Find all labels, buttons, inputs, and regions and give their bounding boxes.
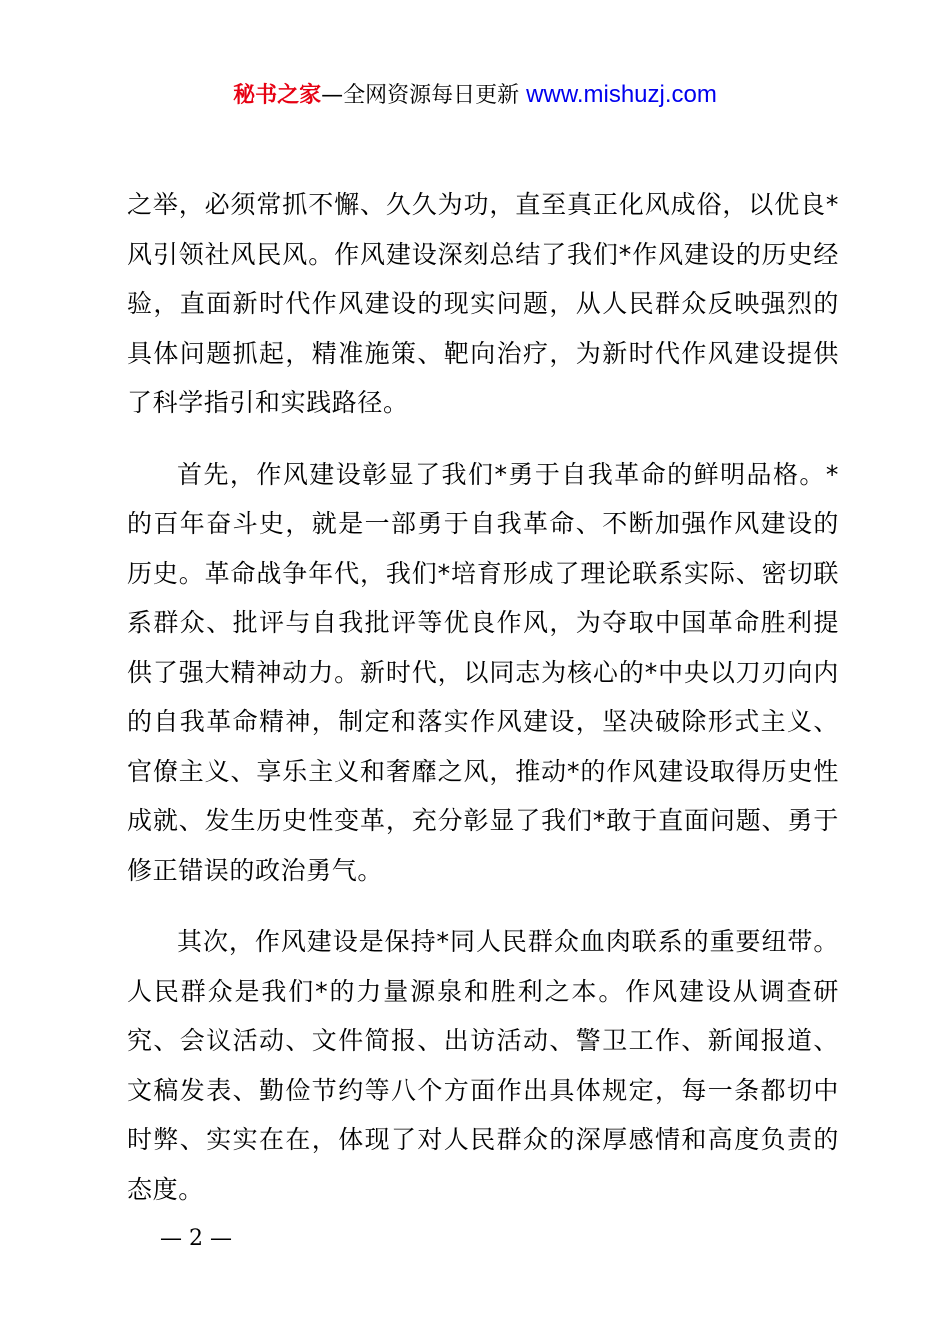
paragraph-second-point: 其次，作风建设是保持*同人民群众血肉联系的重要纽带。人民群众是我们*的力量源泉和胜利之本。作风建设从调查研究、会议活动、文件简报、出访活动、警卫工作、新闻报道、文稿发表、勤俭节约等八个方面作出具体规定，每一条都切中时弊、实实在在，体现了对人民群众的深厚感情和高度负责的态度。 <box>127 927 839 1204</box>
document-body <box>127 180 839 1214</box>
site-tagline: —全网资源每日更新 <box>321 83 527 108</box>
paragraph-continued: 之举，必须常抓不懈、久久为功，直至真正化风成俗，以优良*风引领社风民风。作风建设深刻总结了我们*作风建设的历史经验，直面新时代作风建设的现实问题，从人民群众反映强烈的具体问题抓起，精准施策、靶向治疗，为新时代作风建设提供了科学指引和实践路径。 <box>127 190 839 417</box>
paragraph-gap <box>127 895 839 917</box>
site-brand: 秘书之家 <box>233 83 322 108</box>
page-number: — 2 — <box>160 1226 232 1251</box>
paragraph-gap <box>127 428 839 450</box>
site-url-link[interactable]: www.mishuzj.com <box>526 81 717 108</box>
page-header <box>0 78 950 113</box>
paragraph-first-point: 首先，作风建设彰显了我们*勇于自我革命的鲜明品格。*的百年奋斗史，就是一部勇于自我革命、不断加强作风建设的历史。革命战争年代，我们*培育形成了理论联系实际、密切联系群众、批评与自我批评等优良作风，为夺取中国革命胜利提供了强大精神动力。新时代，以同志为核心的*中央以刀刃向内的自我革命精神，制定和落实作风建设，坚决破除形式主义、官僚主义、享乐主义和奢靡之风，推动*的作风建设取得历史性成就、发生历史性变革，充分彰显了我们*敢于直面问题、勇于修正错误的政治勇气。 <box>127 459 839 885</box>
